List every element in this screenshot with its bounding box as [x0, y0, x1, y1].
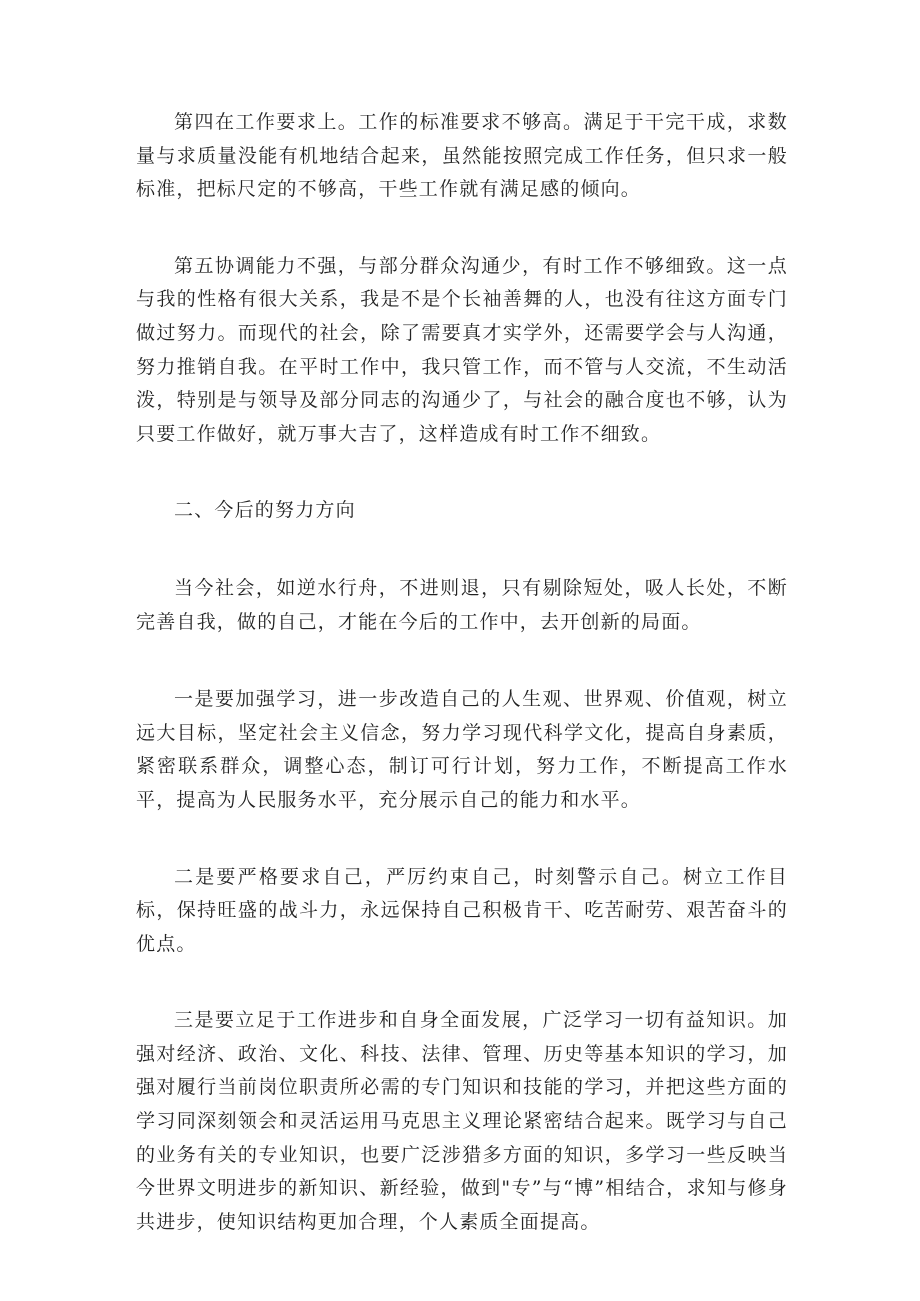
paragraph-self-improvement: 当今社会，如逆水行舟，不进则退，只有剔除短处，吸人长处，不断完善自我，做的自己，才能在今后的工作中，去开创新的局面。 — [136, 576, 788, 633]
paragraph-strengthen-learning: 一是要加强学习，进一步改造自己的人生观、世界观、价值观，树立远大目标，坚定社会主义信念，努力学习现代科学文化，提高自身素质，紧密联系群众，调整心态，制订可行计划，努力工作，不断提高工作水平，提高为人民服务水平，充分展示自己的能力和水平。 — [136, 688, 788, 811]
section-heading-future-direction: 二、今后的努力方向 — [174, 499, 356, 522]
paragraph-work-standards: 第四在工作要求上。工作的标准要求不够高。满足于干完干成，求数量与求质量没能有机地结合起来，虽然能按照完成工作任务，但只求一般标准，把标尺定的不够高，干些工作就有满足感的倾向。 — [136, 111, 788, 201]
paragraph-strict-requirements: 二是要严格要求自己，严厉约束自己，时刻警示自己。树立工作目标，保持旺盛的战斗力，永远保持自己积极肯干、吃苦耐劳、艰苦奋斗的优点。 — [136, 865, 788, 955]
paragraph-broad-learning: 三是要立足于工作进步和自身全面发展，广泛学习一切有益知识。加强对经济、政治、文化、科技、法律、管理、历史等基本知识的学习，加强对履行当前岗位职责所必需的专门知识和技能的学习，并把这些方面的学习同深刻领会和灵活运用马克思主义理论紧密结合起来。既学习与自己的业务有关的专业知识，也要广泛涉猎多方面的知识，多学习一些反映当今世界文明进步的新知识、新经验，做到"专”与“博”相结合，求知与修身共进步，使知识结构更加合理，个人素质全面提高。 — [136, 1009, 788, 1233]
document-body — [136, 106, 788, 1282]
paragraph-coordination: 第五协调能力不强，与部分群众沟通少，有时工作不够细致。这一点与我的性格有很大关系，我是不是个长袖善舞的人，也没有往这方面专门做过努力。而现代的社会，除了需要真才实学外，还需要学会与人沟通，努力推销自我。在平时工作中，我只管工作，而不管与人交流，不生动活泼，特别是与领导及部分同志的沟通少了，与社会的融合度也不够，认为只要工作做好，就万事大吉了，这样造成有时工作不细致。 — [136, 254, 788, 445]
